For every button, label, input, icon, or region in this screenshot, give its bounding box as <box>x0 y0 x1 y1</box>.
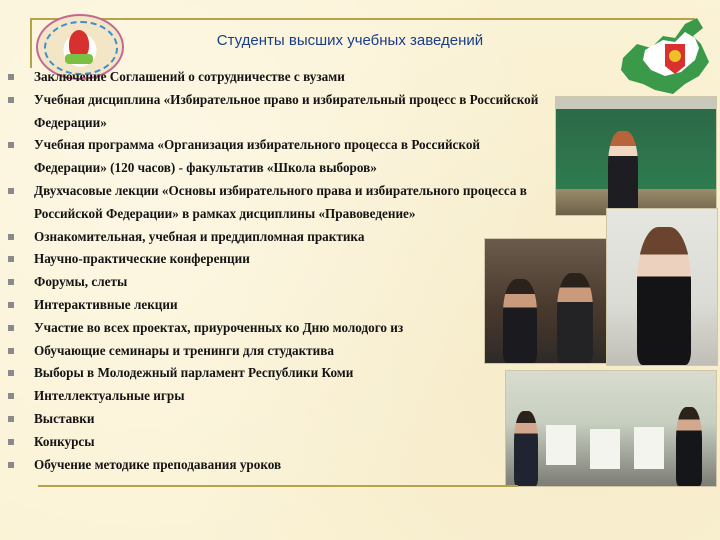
list-item-text: Участие во всех проектах, приуроченных ко Дню молодого из <box>34 319 404 335</box>
list-item <box>8 385 568 408</box>
komi-republic-map-icon <box>615 14 715 98</box>
list-item-text: Обучение методике преподавания уроков <box>34 456 282 472</box>
list-item-text: Конкурсы <box>34 433 95 449</box>
list-item <box>8 454 568 477</box>
top-divider <box>30 18 695 20</box>
page-title: Студенты высших учебных заведений <box>216 32 484 49</box>
list-item <box>8 431 568 454</box>
list-item-text: Научно-практические конференции <box>34 251 250 267</box>
list-item-text: Форумы, слеты <box>34 274 128 290</box>
list-item-text: Интеллектуальные игры <box>34 388 185 404</box>
list-item-text: Заключение Соглашений о сотрудничестве с вузами <box>34 69 345 84</box>
list-item <box>8 134 554 180</box>
list-item-text: Выставки <box>34 410 95 426</box>
list-item-text: Выборы в Молодежный парламент Республики Коми <box>34 365 354 381</box>
list-item <box>8 180 554 226</box>
list-item-text: Обучающие семинары и тренинги для студактива <box>34 342 334 358</box>
list-item <box>8 89 554 135</box>
list-item <box>8 408 568 431</box>
list-item-text: Ознакомительная, учебная и преддипломная практика <box>34 228 365 244</box>
speaker-with-microphone-photo <box>606 208 718 366</box>
bottom-divider <box>38 485 518 487</box>
list-item-text: Интерактивные лекции <box>34 296 178 312</box>
students-with-posters-photo <box>505 370 717 487</box>
list-item <box>8 66 568 89</box>
list-item-text: Учебная программа «Организация избирательного процесса в Российской Федерации» (120 часов) - факультатив «Школа выборов» <box>34 137 481 176</box>
lecturer-at-blackboard-photo <box>555 96 717 216</box>
list-item-text: Учебная дисциплина «Избирательное право и избирательный процесс в Российской Федерации» <box>34 91 539 130</box>
list-item <box>8 362 568 385</box>
left-divider <box>30 18 32 68</box>
list-item-text: Двухчасовые лекции «Основы избирательного права и избирательного процесса в Российской Федерации» в рамках дисциплины «Правоведение» <box>34 182 527 221</box>
